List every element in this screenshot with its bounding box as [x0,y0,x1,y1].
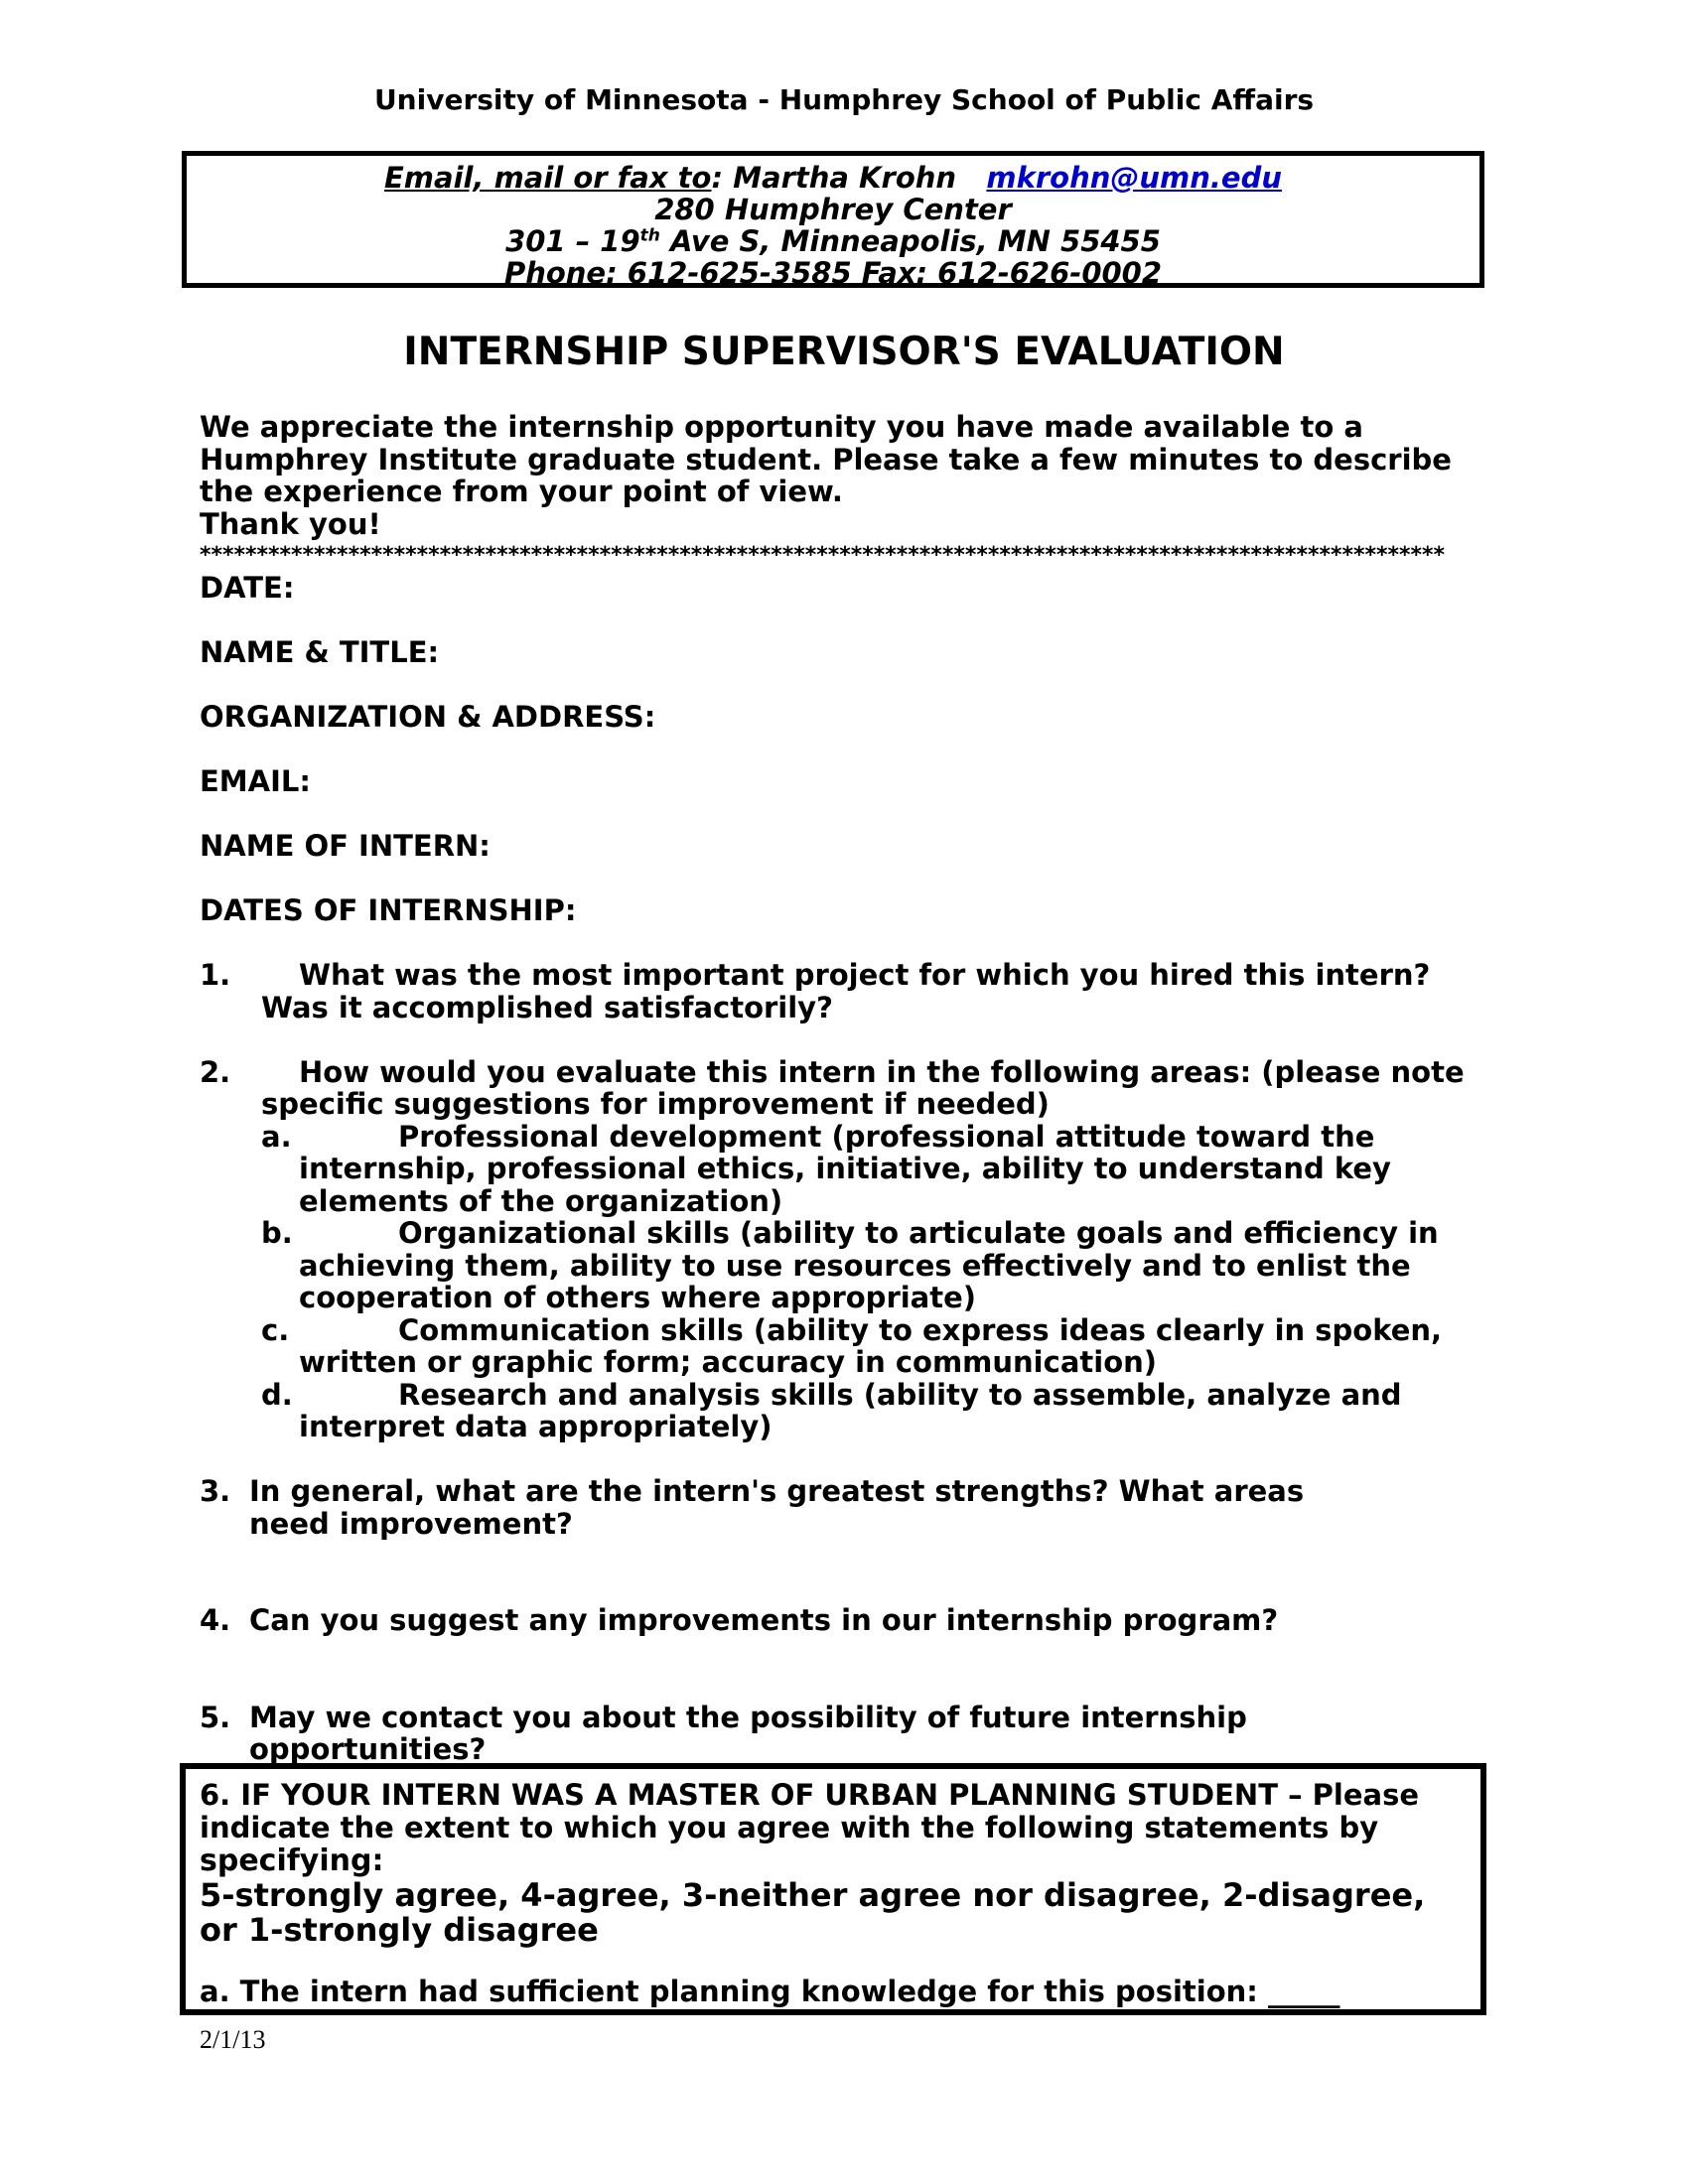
contact-line-1: Email, mail or fax to: Martha Krohn mkrohn@umn.edu [384,161,1282,195]
field-name-title: NAME & TITLE: [200,635,440,669]
field-intern-name: NAME OF INTERN: [200,829,491,863]
contact-building: 280 Humphrey Center [654,193,1012,226]
question-2-item-d [200,1379,1490,1443]
question-3 [200,1475,1490,1540]
question-text: May we contact you about the possibility of future internship opportunities? [249,1700,1247,1766]
contact-street [187,225,1479,257]
question-2-item-b [200,1217,1490,1314]
question-text: In general, what are the intern's greatest strengths? What areas need improvement? [249,1474,1305,1541]
contact-email-link[interactable]: mkrohn@umn.edu [986,161,1282,195]
question-2-item-a [200,1121,1490,1218]
question-text: What was the most important project for which you hired this intern? Was it accomplished satisfactorily? [261,958,1431,1024]
separator-stars: ************************************************************************************************************* [200,543,1446,568]
intro-text: We appreciate the internship opportunity you have made available to a Humphrey Institute graduate student. Please take a few minutes to describe the experience from your point of view. [200,410,1452,508]
item-letter: b. [261,1216,293,1250]
field-date: DATE: [200,571,295,605]
field-email: EMAIL: [200,764,311,798]
mup-heading: 6. IF YOUR INTERN WAS A MASTER OF URBAN PLANNING STUDENT – Please indicate the extent to which you agree with the following statements by [200,1778,1420,1844]
item-text: Research and analysis skills (ability to assemble, analyze and interpret data appropriately) [299,1377,1402,1443]
item-text: Organizational skills (ability to articulate goals and efficiency in achieving them, ability to use resources effectively and to enlist the cooperation of others where appropriate) [299,1216,1439,1314]
question-number: 3. [200,1474,231,1508]
institution-header: University of Minnesota - Humphrey School of Public Affairs [373,83,1315,116]
question-number: 5. [200,1700,231,1734]
mup-scale: 5-strongly agree, 4-agree, 3-neither agree nor disagree, 2-disagree, or 1-strongly disagree [200,1876,1426,1949]
item-letter: a. [261,1119,292,1154]
question-number: 2. [200,1054,231,1089]
street-number: 301 – 19 [505,224,640,258]
item-text: Professional development (professional attitude toward the internship, professional ethics, initiative, ability to understand key elements of the organization) [299,1119,1391,1218]
item-letter: c. [261,1312,290,1347]
footer-date: 2/1/13 [200,2025,266,2054]
contact-phone-fax: Phone: 612-625-3585 Fax: 612-626-0002 [503,256,1163,290]
item-letter: d. [261,1377,293,1412]
mup-item-a: a. The intern had sufficient planning knowledge for this position: _____ [200,1975,1340,2008]
field-organization: ORGANIZATION & ADDRESS: [200,700,656,734]
contact-name: Martha Krohn [733,161,957,195]
item-text: Communication skills (ability to express ideas clearly in spoken, written or graphic form; accuracy in communication) [299,1312,1443,1379]
contact-box [182,151,1484,288]
send-label: Email, mail or fax to [384,161,712,195]
question-text: Can you suggest any improvements in our internship program? [249,1603,1279,1637]
question-text: How would you evaluate this intern in the following areas: (please note specific suggestions for improvement if needed) [261,1054,1465,1121]
question-1 [200,959,1490,1024]
question-2 [200,1056,1490,1121]
mup-evaluation-box [180,1763,1486,2015]
street-suffix: th [639,225,660,246]
intro-thanks: Thank you! [200,506,381,541]
question-2-item-c [200,1314,1490,1379]
form-body [200,411,1490,1766]
question-number: 4. [200,1603,231,1637]
form-title: INTERNSHIP SUPERVISOR'S EVALUATION [403,330,1285,374]
question-number: 1. [200,958,231,992]
street-rest: Ave S, Minneapolis, MN 55455 [659,224,1161,258]
question-5 [200,1702,1490,1766]
mup-specifying: specifying: [200,1843,384,1878]
question-4 [200,1604,1490,1637]
field-dates: DATES OF INTERNSHIP: [200,893,577,927]
